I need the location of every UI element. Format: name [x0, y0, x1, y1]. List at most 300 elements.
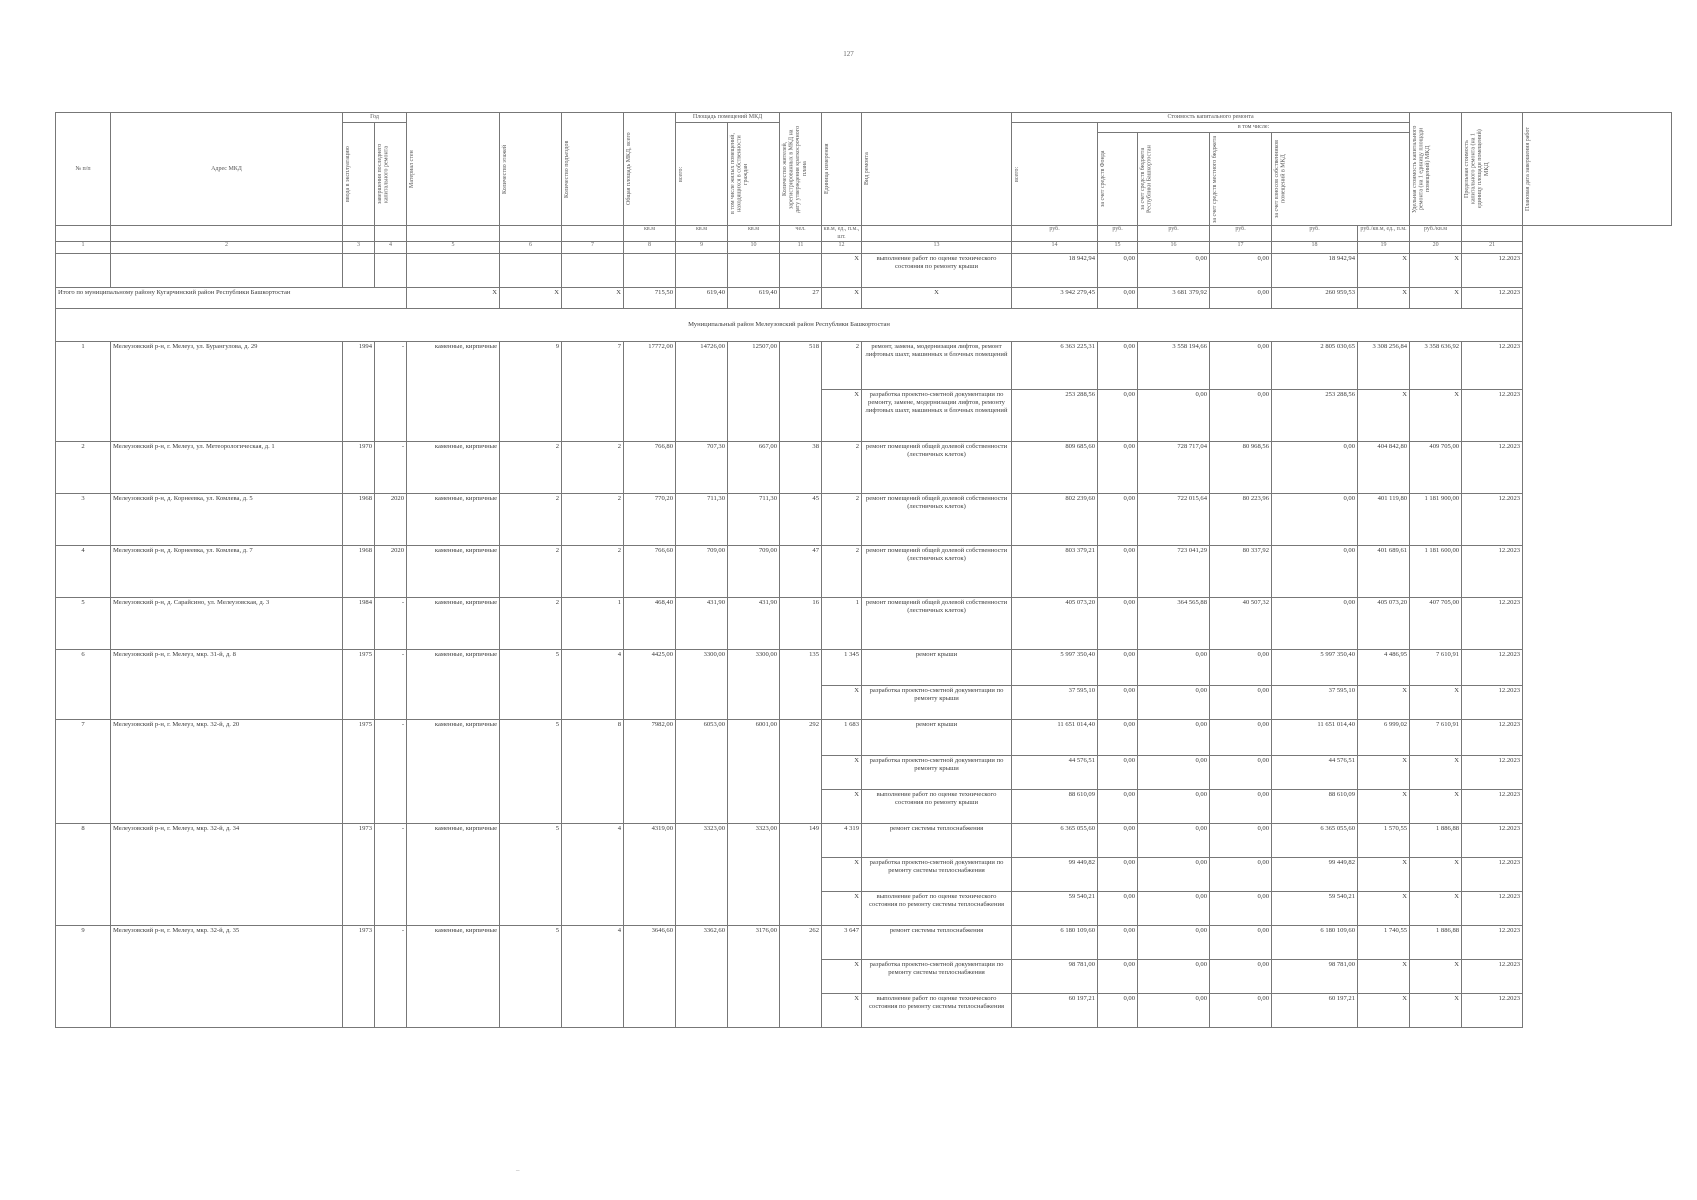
limit-cost: X — [1410, 857, 1462, 891]
unit-cell — [343, 226, 375, 241]
header-total-area: Общая площадь МКД, всего — [624, 113, 676, 226]
header-cost: Стоимость капитального ремонта — [1012, 113, 1410, 123]
limit-cost: X — [1410, 685, 1462, 719]
end-date: 12.2023 — [1462, 389, 1523, 441]
cost-republic: 0,00 — [1138, 857, 1210, 891]
column-number-cell: 16 — [1138, 241, 1210, 253]
citizens-area: 12507,00 — [728, 341, 780, 441]
column-number-cell: 12 — [822, 241, 862, 253]
premises-area: 14726,00 — [676, 341, 728, 441]
residents: 38 — [780, 441, 822, 493]
cost-republic: 723 041,29 — [1138, 545, 1210, 597]
cost-total: 6 363 225,31 — [1012, 341, 1098, 389]
table-row — [56, 649, 1672, 685]
total-area: 4425,00 — [624, 649, 676, 719]
column-number-cell: 5 — [407, 241, 500, 253]
table-body — [56, 253, 1672, 1027]
cost-total: 405 073,20 — [1012, 597, 1098, 649]
entrances: 8 — [562, 719, 624, 823]
unit-cell: руб. — [1210, 226, 1272, 241]
cost-owners: 0,00 — [1272, 441, 1358, 493]
end-date: 12.2023 — [1462, 993, 1523, 1027]
building-address: Мелеузовский р-н, д. Корнеевка, ул. Комлева, д. 5 — [111, 493, 343, 545]
citizens-area: 431,90 — [728, 597, 780, 649]
entrances: 2 — [562, 441, 624, 493]
column-number-cell: 21 — [1462, 241, 1523, 253]
year-repair: - — [375, 341, 407, 441]
work-type: ремонт крыши — [862, 719, 1012, 755]
quantity: X — [822, 789, 862, 823]
unit-cell — [500, 226, 562, 241]
quantity: 2 — [822, 545, 862, 597]
cost-fund: 0,00 — [1098, 685, 1138, 719]
year-built: 1994 — [343, 341, 375, 441]
premises-area: 3323,00 — [676, 823, 728, 925]
unit-cost: X — [1358, 993, 1410, 1027]
unit-cost: X — [1358, 959, 1410, 993]
header-year-repair: завершения последнего капитального ремонта — [375, 123, 407, 226]
wall-material: каменные, кирпичные — [407, 493, 500, 545]
quantity: X — [822, 857, 862, 891]
cost-fund: 0,00 — [1098, 789, 1138, 823]
header-limit-cost: Предельная стоимость капитального ремонта (на 1 единицу площади помещений) МКД — [1462, 113, 1523, 226]
cost-owners: 59 540,21 — [1272, 891, 1358, 925]
column-number-cell: 17 — [1210, 241, 1272, 253]
entrances: 2 — [562, 545, 624, 597]
cost-owners: 6 180 109,60 — [1272, 925, 1358, 959]
cost-local: 0,00 — [1210, 341, 1272, 389]
residents: 262 — [780, 925, 822, 1027]
wall-material: каменные, кирпичные — [407, 597, 500, 649]
cost-total: 88 610,09 — [1012, 789, 1098, 823]
end-date: 12.2023 — [1462, 959, 1523, 993]
entrances: 4 — [562, 649, 624, 719]
unit-cell: чел. — [780, 226, 822, 241]
citizens-area: 709,00 — [728, 545, 780, 597]
year-built: 1968 — [343, 493, 375, 545]
work-type: разработка проектно-сметной документации по ремонту крыши — [862, 755, 1012, 789]
cost-fund: 0,00 — [1098, 755, 1138, 789]
year-built: 1970 — [343, 441, 375, 493]
premises-area: 709,00 — [676, 545, 728, 597]
year-built: 1973 — [343, 925, 375, 1027]
total-area: 4319,00 — [624, 823, 676, 925]
table-row — [56, 823, 1672, 857]
column-number-cell: 6 — [500, 241, 562, 253]
residents: 518 — [780, 341, 822, 441]
total-label: Итого по муниципальному району Кугарчинский район Республики Башкортостан — [56, 287, 407, 308]
cost-owners: 6 365 055,60 — [1272, 823, 1358, 857]
limit-cost: 7 610,91 — [1410, 649, 1462, 685]
residents: 292 — [780, 719, 822, 823]
end-date: 12.2023 — [1462, 789, 1523, 823]
cost-total: 44 576,51 — [1012, 755, 1098, 789]
header-cost-local: за счет средств местного бюджета — [1210, 133, 1272, 226]
building-address: Мелеузовский р-н, г. Мелеуз, ул. Бурангулова, д. 29 — [111, 341, 343, 441]
section-title: Муниципальный район Мелеузовский район Республики Башкортостан — [56, 308, 1523, 341]
row-number: 4 — [56, 545, 111, 597]
limit-cost: X — [1410, 891, 1462, 925]
cost-total: 253 288,56 — [1012, 389, 1098, 441]
premises-area: 707,30 — [676, 441, 728, 493]
year-repair: - — [375, 719, 407, 823]
unit-cost: 1 570,55 — [1358, 823, 1410, 857]
column-number-cell: 20 — [1410, 241, 1462, 253]
total-area: 766,60 — [624, 545, 676, 597]
end-date: 12.2023 — [1462, 719, 1523, 755]
header-floors: Количество этажей — [500, 113, 562, 226]
column-number-cell: 7 — [562, 241, 624, 253]
total-area: 770,20 — [624, 493, 676, 545]
cost-local: 0,00 — [1210, 891, 1272, 925]
cost-fund: 0,00 — [1098, 341, 1138, 389]
unit-cost: 1 740,55 — [1358, 925, 1410, 959]
quantity: 1 345 — [822, 649, 862, 685]
wall-material: каменные, кирпичные — [407, 545, 500, 597]
column-numbers-row — [56, 241, 1672, 253]
year-repair: - — [375, 925, 407, 1027]
unit-cell — [56, 226, 111, 241]
cost-republic: 0,00 — [1138, 789, 1210, 823]
limit-cost: 1 886,88 — [1410, 925, 1462, 959]
unit-cell — [375, 226, 407, 241]
unit-cell: руб. — [1272, 226, 1358, 241]
year-repair: - — [375, 597, 407, 649]
wall-material: каменные, кирпичные — [407, 649, 500, 719]
building-address: Мелеузовский р-н, д. Корнеевка, ул. Комлева, д. 7 — [111, 545, 343, 597]
floors: 2 — [500, 597, 562, 649]
work-type: ремонт, замена, модернизация лифтов, ремонт лифтовых шахт, машинных и блочных помещений — [862, 341, 1012, 389]
table-row — [56, 341, 1672, 389]
cost-owners: 11 651 014,40 — [1272, 719, 1358, 755]
total-area: 17772,00 — [624, 341, 676, 441]
cost-fund: 0,00 — [1098, 493, 1138, 545]
cost-owners: 0,00 — [1272, 597, 1358, 649]
cost-total: 6 180 109,60 — [1012, 925, 1098, 959]
row-number: 3 — [56, 493, 111, 545]
header-end-date: Плановая дата завершения работ — [1523, 113, 1672, 226]
building-address: Мелеузовский р-н, г. Мелеуз, мкр. 32-й, д. 20 — [111, 719, 343, 823]
header-premises-citizens: в том числе жилых помещений, находящихся в собственности граждан — [728, 123, 780, 226]
cost-total: 5 997 350,40 — [1012, 649, 1098, 685]
cost-fund: 0,00 — [1098, 891, 1138, 925]
unit-cell — [862, 226, 1012, 241]
residents: 45 — [780, 493, 822, 545]
cost-total: 98 781,00 — [1012, 959, 1098, 993]
cost-owners: 0,00 — [1272, 545, 1358, 597]
floors: 2 — [500, 545, 562, 597]
footer-mark: – — [516, 1166, 520, 1174]
row-number: 6 — [56, 649, 111, 719]
header-work-type: Вид ремонта — [862, 113, 1012, 226]
row-number: 7 — [56, 719, 111, 823]
cost-fund: 0,00 — [1098, 441, 1138, 493]
year-built: 1984 — [343, 597, 375, 649]
end-date: 12.2023 — [1462, 685, 1523, 719]
cost-local: 80 337,92 — [1210, 545, 1272, 597]
cost-total: 803 379,21 — [1012, 545, 1098, 597]
year-repair: - — [375, 441, 407, 493]
cost-owners: 37 595,10 — [1272, 685, 1358, 719]
column-number-cell: 18 — [1272, 241, 1358, 253]
unit-cell — [111, 226, 343, 241]
cost-republic: 0,00 — [1138, 891, 1210, 925]
column-number-cell: 4 — [375, 241, 407, 253]
cost-local: 40 507,32 — [1210, 597, 1272, 649]
table-row — [56, 545, 1672, 597]
citizens-area: 667,00 — [728, 441, 780, 493]
header-including: в том числе: — [1098, 123, 1410, 133]
cost-republic: 364 565,88 — [1138, 597, 1210, 649]
cost-republic: 0,00 — [1138, 823, 1210, 857]
cost-owners: 44 576,51 — [1272, 755, 1358, 789]
entrances: 2 — [562, 493, 624, 545]
cost-local: 0,00 — [1210, 925, 1272, 959]
cost-republic: 722 015,64 — [1138, 493, 1210, 545]
header-wall-material: Материал стен — [407, 113, 500, 226]
header-year-built: ввода в эксплуатацию — [343, 123, 375, 226]
header-residents: Количество жителей, зарегистрированных в МКД на дату утверждения краткосрочного плана — [780, 113, 822, 226]
floors: 2 — [500, 441, 562, 493]
unit-cell: руб. — [1138, 226, 1210, 241]
work-type: ремонт крыши — [862, 649, 1012, 685]
unit-cost: 3 308 256,84 — [1358, 341, 1410, 389]
work-type: ремонт помещений общей долевой собственности (лестничных клеток) — [862, 597, 1012, 649]
residents: 149 — [780, 823, 822, 925]
quantity: 1 — [822, 597, 862, 649]
quantity: 1 683 — [822, 719, 862, 755]
limit-cost: 1 886,88 — [1410, 823, 1462, 857]
premises-area: 431,90 — [676, 597, 728, 649]
year-built: 1968 — [343, 545, 375, 597]
header-address: Адрес МКД — [111, 113, 343, 226]
column-number-cell: 10 — [728, 241, 780, 253]
total-area: 468,40 — [624, 597, 676, 649]
limit-cost: X — [1410, 755, 1462, 789]
work-type: выполнение работ по оценке технического состояния по ремонту крыши — [862, 789, 1012, 823]
year-repair: 2020 — [375, 493, 407, 545]
cost-republic: 3 558 194,66 — [1138, 341, 1210, 389]
cost-republic: 0,00 — [1138, 649, 1210, 685]
work-type: разработка проектно-сметной документации по ремонту, замене, модернизации лифтов, ремонту лифтовых шахт, машинных и блочных помещений — [862, 389, 1012, 441]
page-number: 127 — [843, 50, 854, 58]
end-date: 12.2023 — [1462, 545, 1523, 597]
unit-cell — [1462, 226, 1523, 241]
cost-republic: 0,00 — [1138, 719, 1210, 755]
cost-local: 0,00 — [1210, 993, 1272, 1027]
cost-owners: 99 449,82 — [1272, 857, 1358, 891]
residents: 135 — [780, 649, 822, 719]
cost-total: 802 239,60 — [1012, 493, 1098, 545]
quantity: 2 — [822, 493, 862, 545]
entrances: 1 — [562, 597, 624, 649]
residents: 16 — [780, 597, 822, 649]
cost-republic: 0,00 — [1138, 755, 1210, 789]
header-premises-total: всего: — [676, 123, 728, 226]
total-area: 766,80 — [624, 441, 676, 493]
end-date: 12.2023 — [1462, 341, 1523, 389]
column-number-cell: 13 — [862, 241, 1012, 253]
building-address: Мелеузовский р-н, г. Мелеуз, мкр. 31-й, д. 8 — [111, 649, 343, 719]
quantity: 3 647 — [822, 925, 862, 959]
end-date: 12.2023 — [1462, 493, 1523, 545]
row-number: 9 — [56, 925, 111, 1027]
end-date: 12.2023 — [1462, 857, 1523, 891]
limit-cost: 3 358 636,92 — [1410, 341, 1462, 389]
end-date: 12.2023 — [1462, 823, 1523, 857]
end-date: 12.2023 — [1462, 755, 1523, 789]
cost-fund: 0,00 — [1098, 993, 1138, 1027]
year-built: 1975 — [343, 719, 375, 823]
cost-fund: 0,00 — [1098, 925, 1138, 959]
table-header — [56, 113, 1672, 254]
column-number-cell: 14 — [1012, 241, 1098, 253]
cost-fund: 0,00 — [1098, 857, 1138, 891]
quantity: X — [822, 993, 862, 1027]
table-row — [56, 441, 1672, 493]
unit-cost: 404 842,80 — [1358, 441, 1410, 493]
unit-cost: 405 073,20 — [1358, 597, 1410, 649]
unit-cost: 401 119,80 — [1358, 493, 1410, 545]
header-cost-total: всего: — [1012, 123, 1098, 226]
cost-owners: 60 197,21 — [1272, 993, 1358, 1027]
citizens-area: 3300,00 — [728, 649, 780, 719]
unit-cost: X — [1358, 685, 1410, 719]
unit-cell — [562, 226, 624, 241]
citizens-area: 711,30 — [728, 493, 780, 545]
cost-total: 59 540,21 — [1012, 891, 1098, 925]
work-type: ремонт помещений общей долевой собственности (лестничных клеток) — [862, 493, 1012, 545]
header-no: № п/п — [56, 113, 111, 226]
header-unit-measure: Единица измерения — [822, 113, 862, 226]
end-date: 12.2023 — [1462, 891, 1523, 925]
cost-fund: 0,00 — [1098, 719, 1138, 755]
cost-local: 80 223,96 — [1210, 493, 1272, 545]
header-cost-owners: за счет взносов собственников помещений в МКД — [1272, 133, 1410, 226]
unit-cost: X — [1358, 891, 1410, 925]
quantity: X — [822, 891, 862, 925]
limit-cost: 1 181 900,00 — [1410, 493, 1462, 545]
table-row — [56, 597, 1672, 649]
wall-material: каменные, кирпичные — [407, 925, 500, 1027]
cost-fund: 0,00 — [1098, 545, 1138, 597]
cost-total: 809 685,60 — [1012, 441, 1098, 493]
work-type: разработка проектно-сметной документации по ремонту системы теплоснабжения — [862, 959, 1012, 993]
building-address: Мелеузовский р-н, д. Сарайсино, ул. Мелеузовская, д. 3 — [111, 597, 343, 649]
repair-plan-table — [55, 112, 1672, 1028]
cost-local: 0,00 — [1210, 685, 1272, 719]
citizens-area: 3323,00 — [728, 823, 780, 925]
cost-total: 11 651 014,40 — [1012, 719, 1098, 755]
limit-cost: 407 705,00 — [1410, 597, 1462, 649]
quantity: 2 — [822, 341, 862, 389]
entrances: 4 — [562, 925, 624, 1027]
floors: 5 — [500, 649, 562, 719]
year-repair: 2020 — [375, 545, 407, 597]
floors: 5 — [500, 823, 562, 925]
cost-local: 0,00 — [1210, 389, 1272, 441]
column-number-cell: 2 — [111, 241, 343, 253]
limit-cost: 1 181 600,00 — [1410, 545, 1462, 597]
cost-local: 0,00 — [1210, 857, 1272, 891]
entrances: 7 — [562, 341, 624, 441]
cost-owners: 253 288,56 — [1272, 389, 1358, 441]
floors: 9 — [500, 341, 562, 441]
unit-cell — [407, 226, 500, 241]
header-year-group: Год — [343, 113, 407, 123]
unit-cost: 6 999,02 — [1358, 719, 1410, 755]
wall-material: каменные, кирпичные — [407, 719, 500, 823]
entrances: 4 — [562, 823, 624, 925]
floors: 2 — [500, 493, 562, 545]
header-unit-cost: Удельная стоимость капитального ремонта (на 1 единицу площади помещений) МКД — [1410, 113, 1462, 226]
limit-cost: 7 610,91 — [1410, 719, 1462, 755]
cost-total: 6 365 055,60 — [1012, 823, 1098, 857]
row-number: 5 — [56, 597, 111, 649]
column-number-cell: 19 — [1358, 241, 1410, 253]
work-type: разработка проектно-сметной документации по ремонту системы теплоснабжения — [862, 857, 1012, 891]
section-title-row — [56, 308, 1672, 341]
work-type: ремонт системы теплоснабжения — [862, 823, 1012, 857]
cost-republic: 0,00 — [1138, 685, 1210, 719]
cost-local: 0,00 — [1210, 823, 1272, 857]
unit-cost: X — [1358, 857, 1410, 891]
district-total-row: Итого по муниципальному району Кугарчинский район Республики Башкортостан X X X 715,50 619,40 619,40 27 X X 3 942 279,45 0,00 3 681 379,92 0,00 260 959,53 X X 12.2023 — [56, 287, 1672, 308]
cost-fund: 0,00 — [1098, 597, 1138, 649]
cost-fund: 0,00 — [1098, 823, 1138, 857]
quantity: X — [822, 389, 862, 441]
row-number: 8 — [56, 823, 111, 925]
unit-cell: кв.м — [624, 226, 676, 241]
unit-cost: X — [1358, 789, 1410, 823]
end-date: 12.2023 — [1462, 649, 1523, 685]
limit-cost: X — [1410, 959, 1462, 993]
table-row — [56, 719, 1672, 755]
unit-cell: руб./кв.м — [1410, 226, 1462, 241]
floors: 5 — [500, 925, 562, 1027]
cost-local: 0,00 — [1210, 719, 1272, 755]
column-number-cell: 11 — [780, 241, 822, 253]
column-number-cell: 8 — [624, 241, 676, 253]
citizens-area: 3176,00 — [728, 925, 780, 1027]
unit-cost: X — [1358, 755, 1410, 789]
end-date: 12.2023 — [1462, 925, 1523, 959]
limit-cost: 409 705,00 — [1410, 441, 1462, 493]
cost-republic: 728 717,04 — [1138, 441, 1210, 493]
header-cost-republic: за счет средств бюджета Республики Башкортостан — [1138, 133, 1210, 226]
unit-cell: кв.м — [676, 226, 728, 241]
cost-local: 0,00 — [1210, 789, 1272, 823]
cost-local: 0,00 — [1210, 649, 1272, 685]
quantity: X — [822, 755, 862, 789]
cost-owners: 2 805 030,65 — [1272, 341, 1358, 389]
unit-cost: 4 486,95 — [1358, 649, 1410, 685]
cost-total: 37 595,10 — [1012, 685, 1098, 719]
total-area: 7982,00 — [624, 719, 676, 823]
cost-local: 80 968,56 — [1210, 441, 1272, 493]
column-number-cell: 1 — [56, 241, 111, 253]
year-repair: - — [375, 823, 407, 925]
end-date: 12.2023 — [1462, 441, 1523, 493]
work-type: ремонт помещений общей долевой собственности (лестничных клеток) — [862, 545, 1012, 597]
building-address: Мелеузовский р-н, г. Мелеуз, мкр. 32-й, д. 34 — [111, 823, 343, 925]
wall-material: каменные, кирпичные — [407, 341, 500, 441]
cost-fund: 0,00 — [1098, 959, 1138, 993]
limit-cost: X — [1410, 389, 1462, 441]
cost-local: 0,00 — [1210, 959, 1272, 993]
premises-area: 3300,00 — [676, 649, 728, 719]
table-row — [56, 493, 1672, 545]
